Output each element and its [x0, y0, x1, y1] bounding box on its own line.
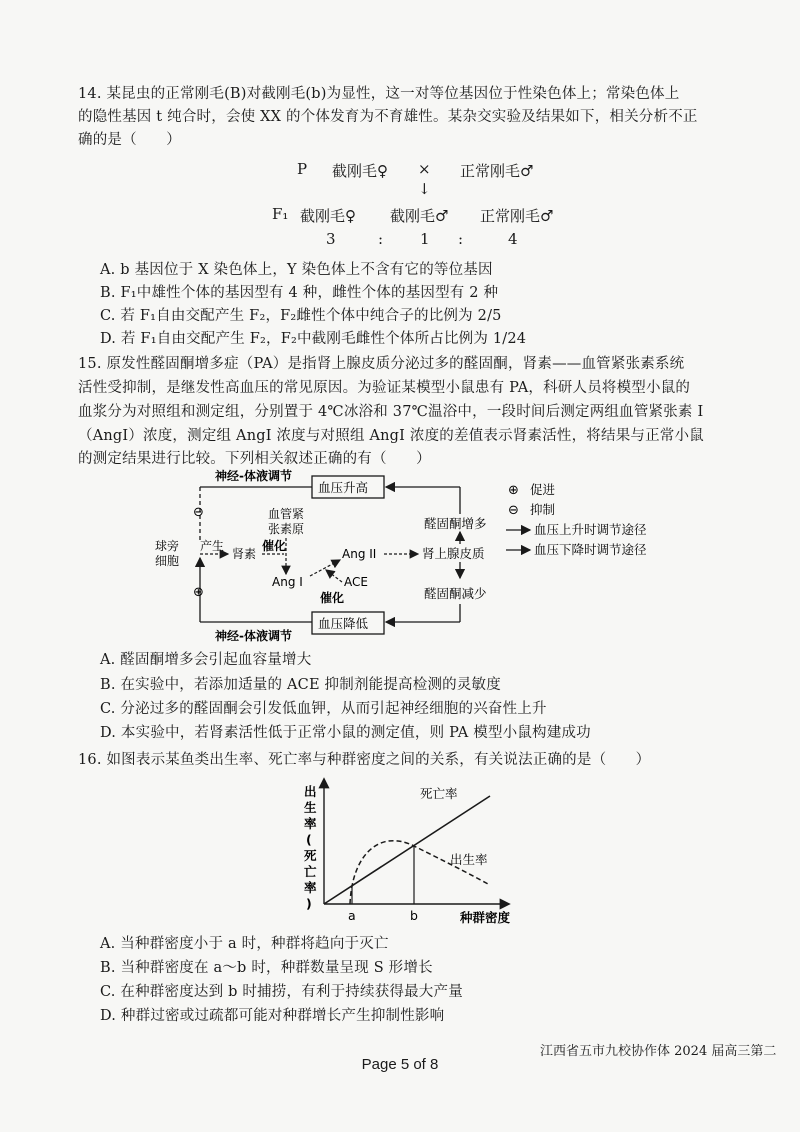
- birth-rate-curve: [350, 841, 488, 904]
- cross-f1-b: 截刚毛♂: [390, 207, 449, 225]
- adrenal-label: 肾上腺皮质: [422, 546, 485, 561]
- ang2-label: Ang II: [342, 547, 377, 561]
- x-axis-label: 种群密度: [460, 910, 511, 925]
- q14-stem-line-3: 确的是（ ）: [78, 132, 181, 148]
- aldo-down-label: 醛固酮减少: [424, 586, 487, 601]
- q16-stem: 16. 如图表示某鱼类出生率、死亡率与种群密度之间的关系，有关说法正确的是（ ）: [78, 752, 651, 768]
- catalyze-label-1: 催化: [262, 539, 287, 553]
- cross-ratio-b: 1: [420, 230, 430, 248]
- legend-inhibit: 抑制: [530, 502, 556, 517]
- death-rate-label: 死亡率: [420, 786, 458, 801]
- cross-times: ×: [418, 160, 431, 178]
- cross-f1-a: 截刚毛♀: [300, 207, 356, 225]
- produce-label: 产生: [200, 539, 225, 553]
- cross-p-male: 正常刚毛♂: [460, 162, 534, 180]
- top-regulation-label: 神经-体液调节: [215, 469, 292, 483]
- minus-sign-top: ⊖: [193, 505, 204, 520]
- cross-p-label: P: [297, 160, 308, 178]
- page-number: Page 5 of 8: [361, 1056, 439, 1073]
- aldo-up-label: 醛固酮增多: [424, 516, 487, 531]
- q16-option-b: B. 当种群密度在 a～b 时，种群数量呈现 S 形增长: [100, 960, 433, 976]
- y-label-char-6: 亡: [304, 864, 317, 879]
- cross-ratio-a: 3: [326, 230, 336, 248]
- cross-arrow: ↓: [418, 180, 431, 198]
- jg-cell-label-1: 球旁: [155, 539, 180, 553]
- cross-f1-label: F₁: [272, 205, 289, 223]
- death-rate-line: [324, 796, 490, 904]
- q14-option-b: B. F₁中雄性个体的基因型有 4 种，雌性个体的基因型有 2 种: [100, 285, 499, 301]
- y-label-char-2: 生: [304, 800, 317, 815]
- y-label-char-1: 出: [304, 784, 317, 799]
- renin-label: 肾素: [232, 547, 257, 561]
- q15-option-c: C. 分泌过多的醛固酮会引发低血钾，从而引起神经细胞的兴奋性上升: [100, 701, 547, 717]
- y-label-char-4: (: [306, 832, 312, 847]
- q14-option-d: D. 若 F₁自由交配产生 F₂，F₂中截刚毛雌性个体所占比例为 1/24: [100, 331, 527, 347]
- raas-diagram: [0, 462, 800, 642]
- y-label-char-7: 率: [304, 880, 317, 895]
- q15-option-d: D. 本实验中，若肾素活性低于正常小鼠的测定值，则 PA 模型小鼠构建成功: [100, 725, 591, 741]
- cross-f1-c: 正常刚毛♂: [480, 207, 554, 225]
- legend-down-path: 血压下降时调节途径: [534, 542, 647, 557]
- q15-stem-line-1: 15. 原发性醛固酮增多症（PA）是指肾上腺皮质分泌过多的醛固酮，肾素——血管紧张素系统: [78, 356, 685, 372]
- tick-a-label: a: [348, 908, 356, 923]
- q15-option-a: A. 醛固酮增多会引起血容量增大: [100, 652, 312, 668]
- q15-stem-line-4: （AngI）浓度，测定组 AngI 浓度与对照组 AngI 浓度的差值表示肾素活性，将结果与正常小鼠: [78, 428, 704, 444]
- vessel-label-2: 张素原: [268, 522, 305, 536]
- q16-option-a: A. 当种群密度小于 a 时，种群将趋向于灭亡: [100, 936, 389, 952]
- population-chart: [0, 774, 800, 924]
- jg-cell-label-2: 细胞: [155, 554, 180, 568]
- footer-source: 江西省五市九校协作体 2024 届高三第二: [540, 1044, 777, 1059]
- catalyze-label-2: 催化: [320, 591, 345, 605]
- legend-minus-icon: ⊖: [508, 503, 519, 518]
- cross-colon-2: :: [458, 230, 464, 248]
- ace-arrow: [326, 570, 342, 582]
- q14-option-c: C. 若 F₁自由交配产生 F₂，F₂雌性个体中纯合子的比例为 2/5: [100, 308, 502, 324]
- tick-b-label: b: [410, 908, 418, 923]
- cross-colon-1: :: [378, 230, 384, 248]
- q15-stem-line-2: 活性受抑制，是继发性高血压的常见原因。为验证某模型小鼠患有 PA，科研人员将模型小鼠的: [78, 380, 691, 396]
- ang1-to-ang2-arrow: [310, 560, 340, 576]
- bottom-regulation-label: 神经-体液调节: [215, 629, 292, 643]
- bp-up-label: 血压升高: [318, 480, 369, 495]
- q14-stem-line-1: 14. 某昆虫的正常刚毛(B)对截刚毛(b)为显性，这一对等位基因位于性染色体上；常染色体上: [78, 86, 680, 102]
- cross-ratio-c: 4: [508, 230, 518, 248]
- legend-up-path: 血压上升时调节途径: [534, 522, 647, 537]
- legend-plus-icon: ⊕: [508, 483, 519, 498]
- y-label-char-8: ): [306, 896, 312, 911]
- legend-promote: 促进: [530, 482, 556, 497]
- q16-option-d: D. 种群过密或过疏都可能对种群增长产生抑制性影响: [100, 1008, 445, 1024]
- q15-option-b: B. 在实验中，若添加适量的 ACE 抑制剂能提高检测的灵敏度: [100, 677, 501, 693]
- ang1-label: Ang I: [272, 575, 303, 589]
- bp-down-label: 血压降低: [318, 616, 369, 631]
- plus-sign-bottom: ⊕: [193, 585, 204, 600]
- birth-rate-label: 出生率: [450, 852, 488, 867]
- cross-p-female: 截刚毛♀: [332, 162, 388, 180]
- ace-label: ACE: [344, 575, 368, 589]
- vessel-label-1: 血管紧: [268, 507, 305, 521]
- q14-stem-line-2: 的隐性基因 t 纯合时，会使 XX 的个体发育为不育雄性。某杂交实验及结果如下，相关分析不正: [78, 109, 698, 125]
- y-label-char-3: 率: [304, 816, 317, 831]
- q16-option-c: C. 在种群密度达到 b 时捕捞，有利于持续获得最大产量: [100, 984, 463, 1000]
- y-label-char-5: 死: [304, 848, 317, 863]
- q14-option-a: A. b 基因位于 X 染色体上，Y 染色体上不含有它的等位基因: [100, 262, 493, 278]
- q15-stem-line-3: 血浆分为对照组和测定组，分别置于 4℃冰浴和 37℃温浴中，一段时间后测定两组血管紧张素 I: [78, 404, 704, 420]
- q15-stem-line-5: 的测定结果进行比较。下列相关叙述正确的有（ ）: [78, 451, 431, 467]
